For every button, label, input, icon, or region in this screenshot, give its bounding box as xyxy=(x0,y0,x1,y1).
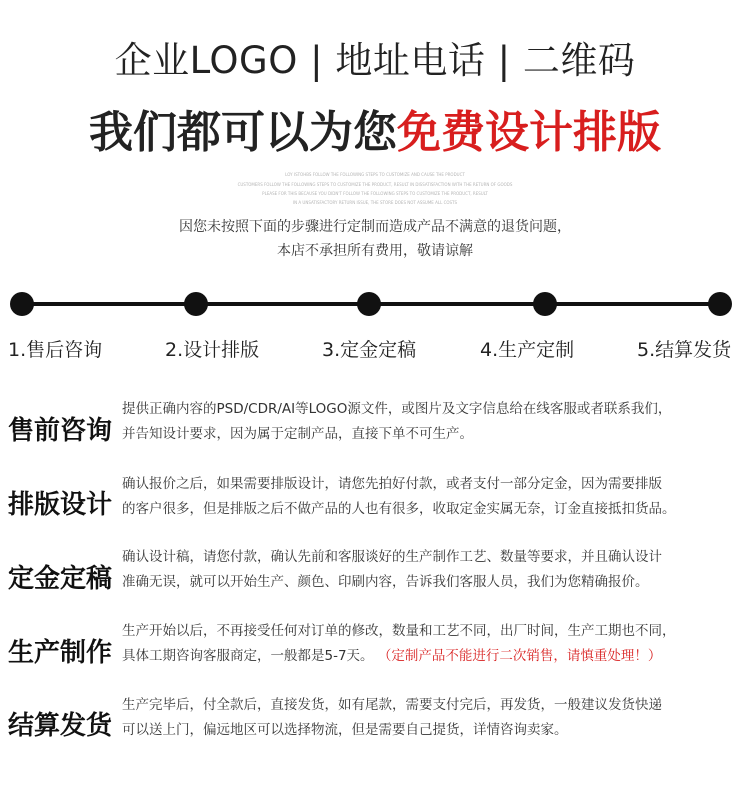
section-title-production: 生产制作 xyxy=(8,638,113,668)
header-title: 企业LOGO | 地址电话 | 二维码 xyxy=(114,39,636,82)
desc-line: 确认设计稿，请您付款，确认先前和客服谈好的生产制作工艺、数量等要求，并且确认设计 xyxy=(122,549,662,565)
section-desc-layout xyxy=(122,472,744,522)
section-desc-deposit xyxy=(122,545,744,595)
step-label-3: 3.定金定稿 xyxy=(322,339,417,361)
desc-line: 确认报价之后，如果需要排版设计，请您先拍好付款，或者支付一部分定金，因为需要排版 xyxy=(122,476,662,492)
desc-line: 并告知设计要求，因为属于定制产品，直接下单不可生产。 xyxy=(122,426,473,442)
timeline-dot-1 xyxy=(10,292,34,316)
notice-line-1: 因您未按照下面的步骤进行定制而造成产品不满意的退货问题， xyxy=(179,219,571,235)
section-desc-production xyxy=(122,619,744,669)
process-timeline xyxy=(0,288,750,318)
header-slogan xyxy=(0,96,750,160)
timeline-dot-5 xyxy=(708,292,732,316)
notice-line-2: 本店不承担所有费用，敬请谅解 xyxy=(277,243,473,259)
step-label-2: 2.设计排版 xyxy=(165,339,260,361)
section-desc-presale xyxy=(122,397,744,447)
step-label-1: 1.售后咨询 xyxy=(8,339,103,361)
tiny-text-2: CUSTOMERS FOLLOW THE FOLLOWING STEPS TO CUSTOMIZE THE PRODUCT, RESULT IN DISSATISFACTION WITH THE RETURN OF GOODS xyxy=(237,182,513,187)
timeline-dot-4 xyxy=(533,292,557,316)
section-title-layout: 排版设计 xyxy=(8,490,113,520)
desc-line: 生产开始以后，不再接受任何对订单的修改，数量和工艺不同，出厂时间，生产工期也不同， xyxy=(122,623,676,639)
tiny-text-3: PLEASE FOR THIS BECAUSE YOU DIDN'T FOLLOW THE FOLLOWING STEPS TO CUSTOMIZE THE PRODUCT, RESULT xyxy=(262,191,488,196)
desc-line: 可以送上门，偏远地区可以选择物流，但是需要自己提货，详情咨询卖家。 xyxy=(122,722,568,738)
section-title-delivery: 结算发货 xyxy=(8,711,113,741)
desc-line: 的客户很多，但是排版之后不做产品的人也有很多，收取定金实属无奈，订金直接抵扣货品。 xyxy=(122,501,676,517)
step-label-4: 4.生产定制 xyxy=(480,339,575,361)
warning-text: （定制产品不能进行二次销售，请慎重处理！） xyxy=(377,648,662,664)
desc-line xyxy=(122,644,744,669)
desc-text: 具体工期咨询客服商定，一般都是5-7天。 xyxy=(122,648,374,664)
section-title-presale: 售前咨询 xyxy=(8,416,113,446)
step-label-5: 5.结算发货 xyxy=(637,339,732,361)
tiny-text-1: LOY ISTOHBS FOLLOW THE FOLLOWING STEPS TO CUSTOMIZE AND CAUSE THE PRODUCT xyxy=(285,172,465,177)
timeline-dot-3 xyxy=(357,292,381,316)
slogan-red: 免费设计排版 xyxy=(397,107,661,158)
desc-line: 准确无误，就可以开始生产、颜色、印刷内容，告诉我们客服人员，我们为您精确报价。 xyxy=(122,574,649,590)
timeline-dot-2 xyxy=(184,292,208,316)
desc-line: 提供正确内容的PSD/CDR/AI等LOGO源文件，或图片及文字信息给在线客服或者联系我们， xyxy=(122,401,672,417)
desc-line: 生产完毕后，付全款后，直接发货，如有尾款，需要支付完后，再发货，一般建议发货快递 xyxy=(122,697,662,713)
section-title-deposit: 定金定稿 xyxy=(8,564,113,594)
tiny-text-4: IN A UNSATISFACTORY RETURN ISSUE, THE STORE DOES NOT ASSUME ALL COSTS xyxy=(292,200,458,205)
slogan-black: 我们都可以为您 xyxy=(89,107,397,158)
section-desc-delivery xyxy=(122,693,744,743)
